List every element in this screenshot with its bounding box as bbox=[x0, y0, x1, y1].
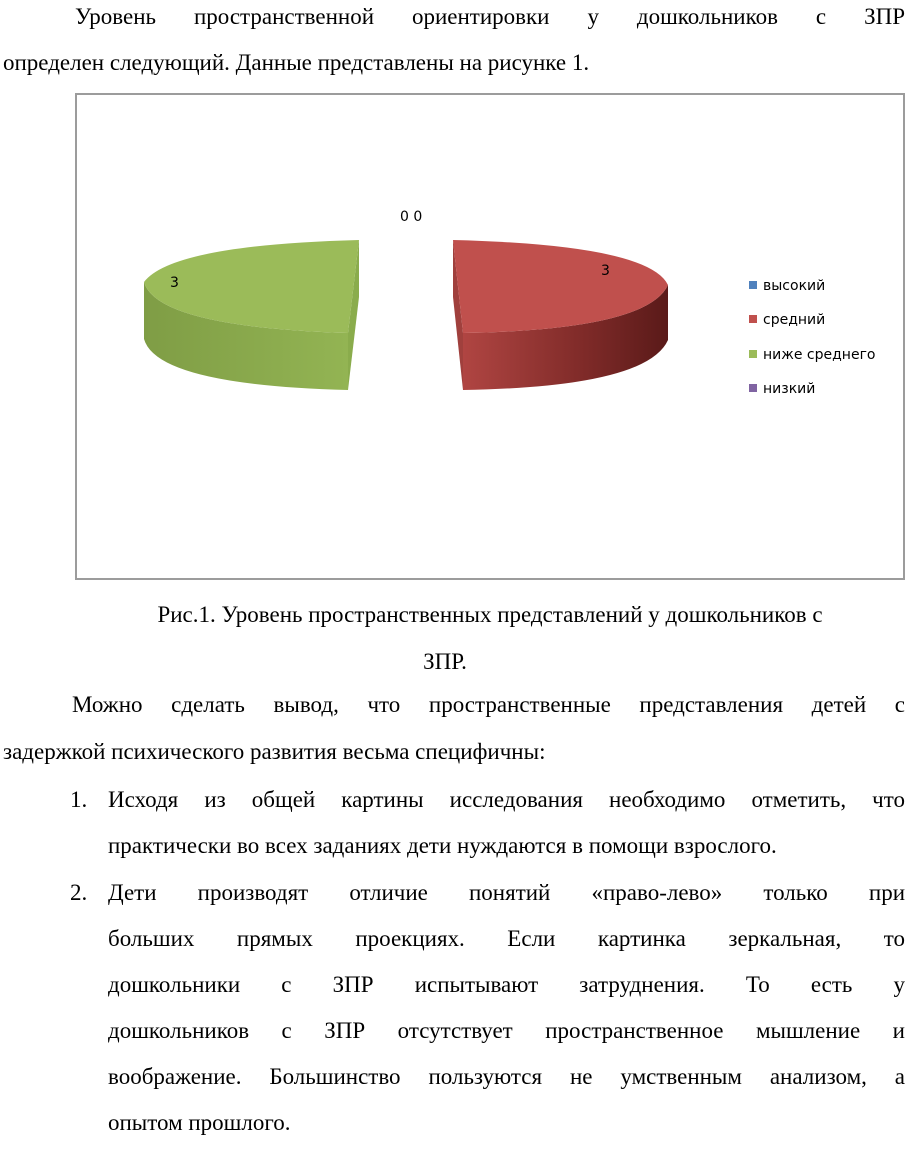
legend-swatch-high bbox=[749, 281, 757, 289]
pie-chart bbox=[75, 93, 905, 580]
legend-swatch-low bbox=[749, 384, 757, 392]
list-item-1-line-1: Исходя из общей картины исследования необходимо отметить, что bbox=[108, 787, 905, 812]
legend-item-low bbox=[749, 381, 815, 397]
figure-caption-line-1: Рис.1. Уровень пространственных представлений у дошкольников с bbox=[157, 602, 823, 627]
intro-line-1: Уровень пространственной ориентировки у дошкольников с ЗПР bbox=[75, 4, 905, 29]
list-item-2-line-2: больших прямых проекциях. Если картинка зеркальная, то bbox=[108, 926, 905, 951]
list-item-2-line-6: опытом прошлого. bbox=[108, 1110, 291, 1135]
list-item-2-line-5: воображение. Большинство пользуются не умственным анализом, а bbox=[108, 1064, 905, 1089]
conclusion-line-2: задержкой психического развития весьма специфичны: bbox=[3, 739, 546, 764]
pie-chart-svg bbox=[77, 95, 903, 578]
chart-legend bbox=[749, 278, 876, 397]
legend-item-average bbox=[749, 312, 825, 328]
pie-slice-below-average bbox=[144, 240, 359, 390]
slice-label-average: 3 bbox=[601, 263, 610, 279]
legend-item-high bbox=[749, 278, 825, 294]
legend-label-below-average: ниже среднего bbox=[763, 347, 876, 363]
list-item-1-line-2: практически во всех заданиях дети нуждаются в помощи взрослого. bbox=[108, 833, 777, 858]
legend-label-average: средний bbox=[763, 312, 826, 328]
list-item-2-line-4: дошкольников с ЗПР отсутствует пространственное мышление и bbox=[108, 1018, 905, 1043]
legend-swatch-average bbox=[749, 315, 757, 323]
intro-line-2: определен следующий. Данные представлены на рисунке 1. bbox=[3, 50, 590, 75]
legend-swatch-below-average bbox=[749, 350, 757, 358]
list-item-2-line-3: дошкольники с ЗПР испытывают затруднения. То есть у bbox=[108, 972, 905, 997]
list-item-2-line-1: Дети производят отличие понятий «право-лево» только при bbox=[108, 880, 905, 905]
legend-label-high: высокий bbox=[763, 278, 826, 294]
zero-value-labels: 0 0 bbox=[400, 209, 423, 225]
list-item-number: 2. bbox=[70, 880, 88, 905]
slice-label-below-average: 3 bbox=[170, 275, 179, 291]
figure-caption-line-2: ЗПР. bbox=[423, 649, 467, 674]
conclusion-line-1: Можно сделать вывод, что пространственные представления детей с bbox=[72, 692, 905, 717]
pie-slice-average bbox=[453, 240, 668, 390]
legend-item-below-average bbox=[749, 347, 876, 363]
list-item-number: 1. bbox=[70, 787, 88, 812]
legend-label-low: низкий bbox=[763, 381, 816, 397]
